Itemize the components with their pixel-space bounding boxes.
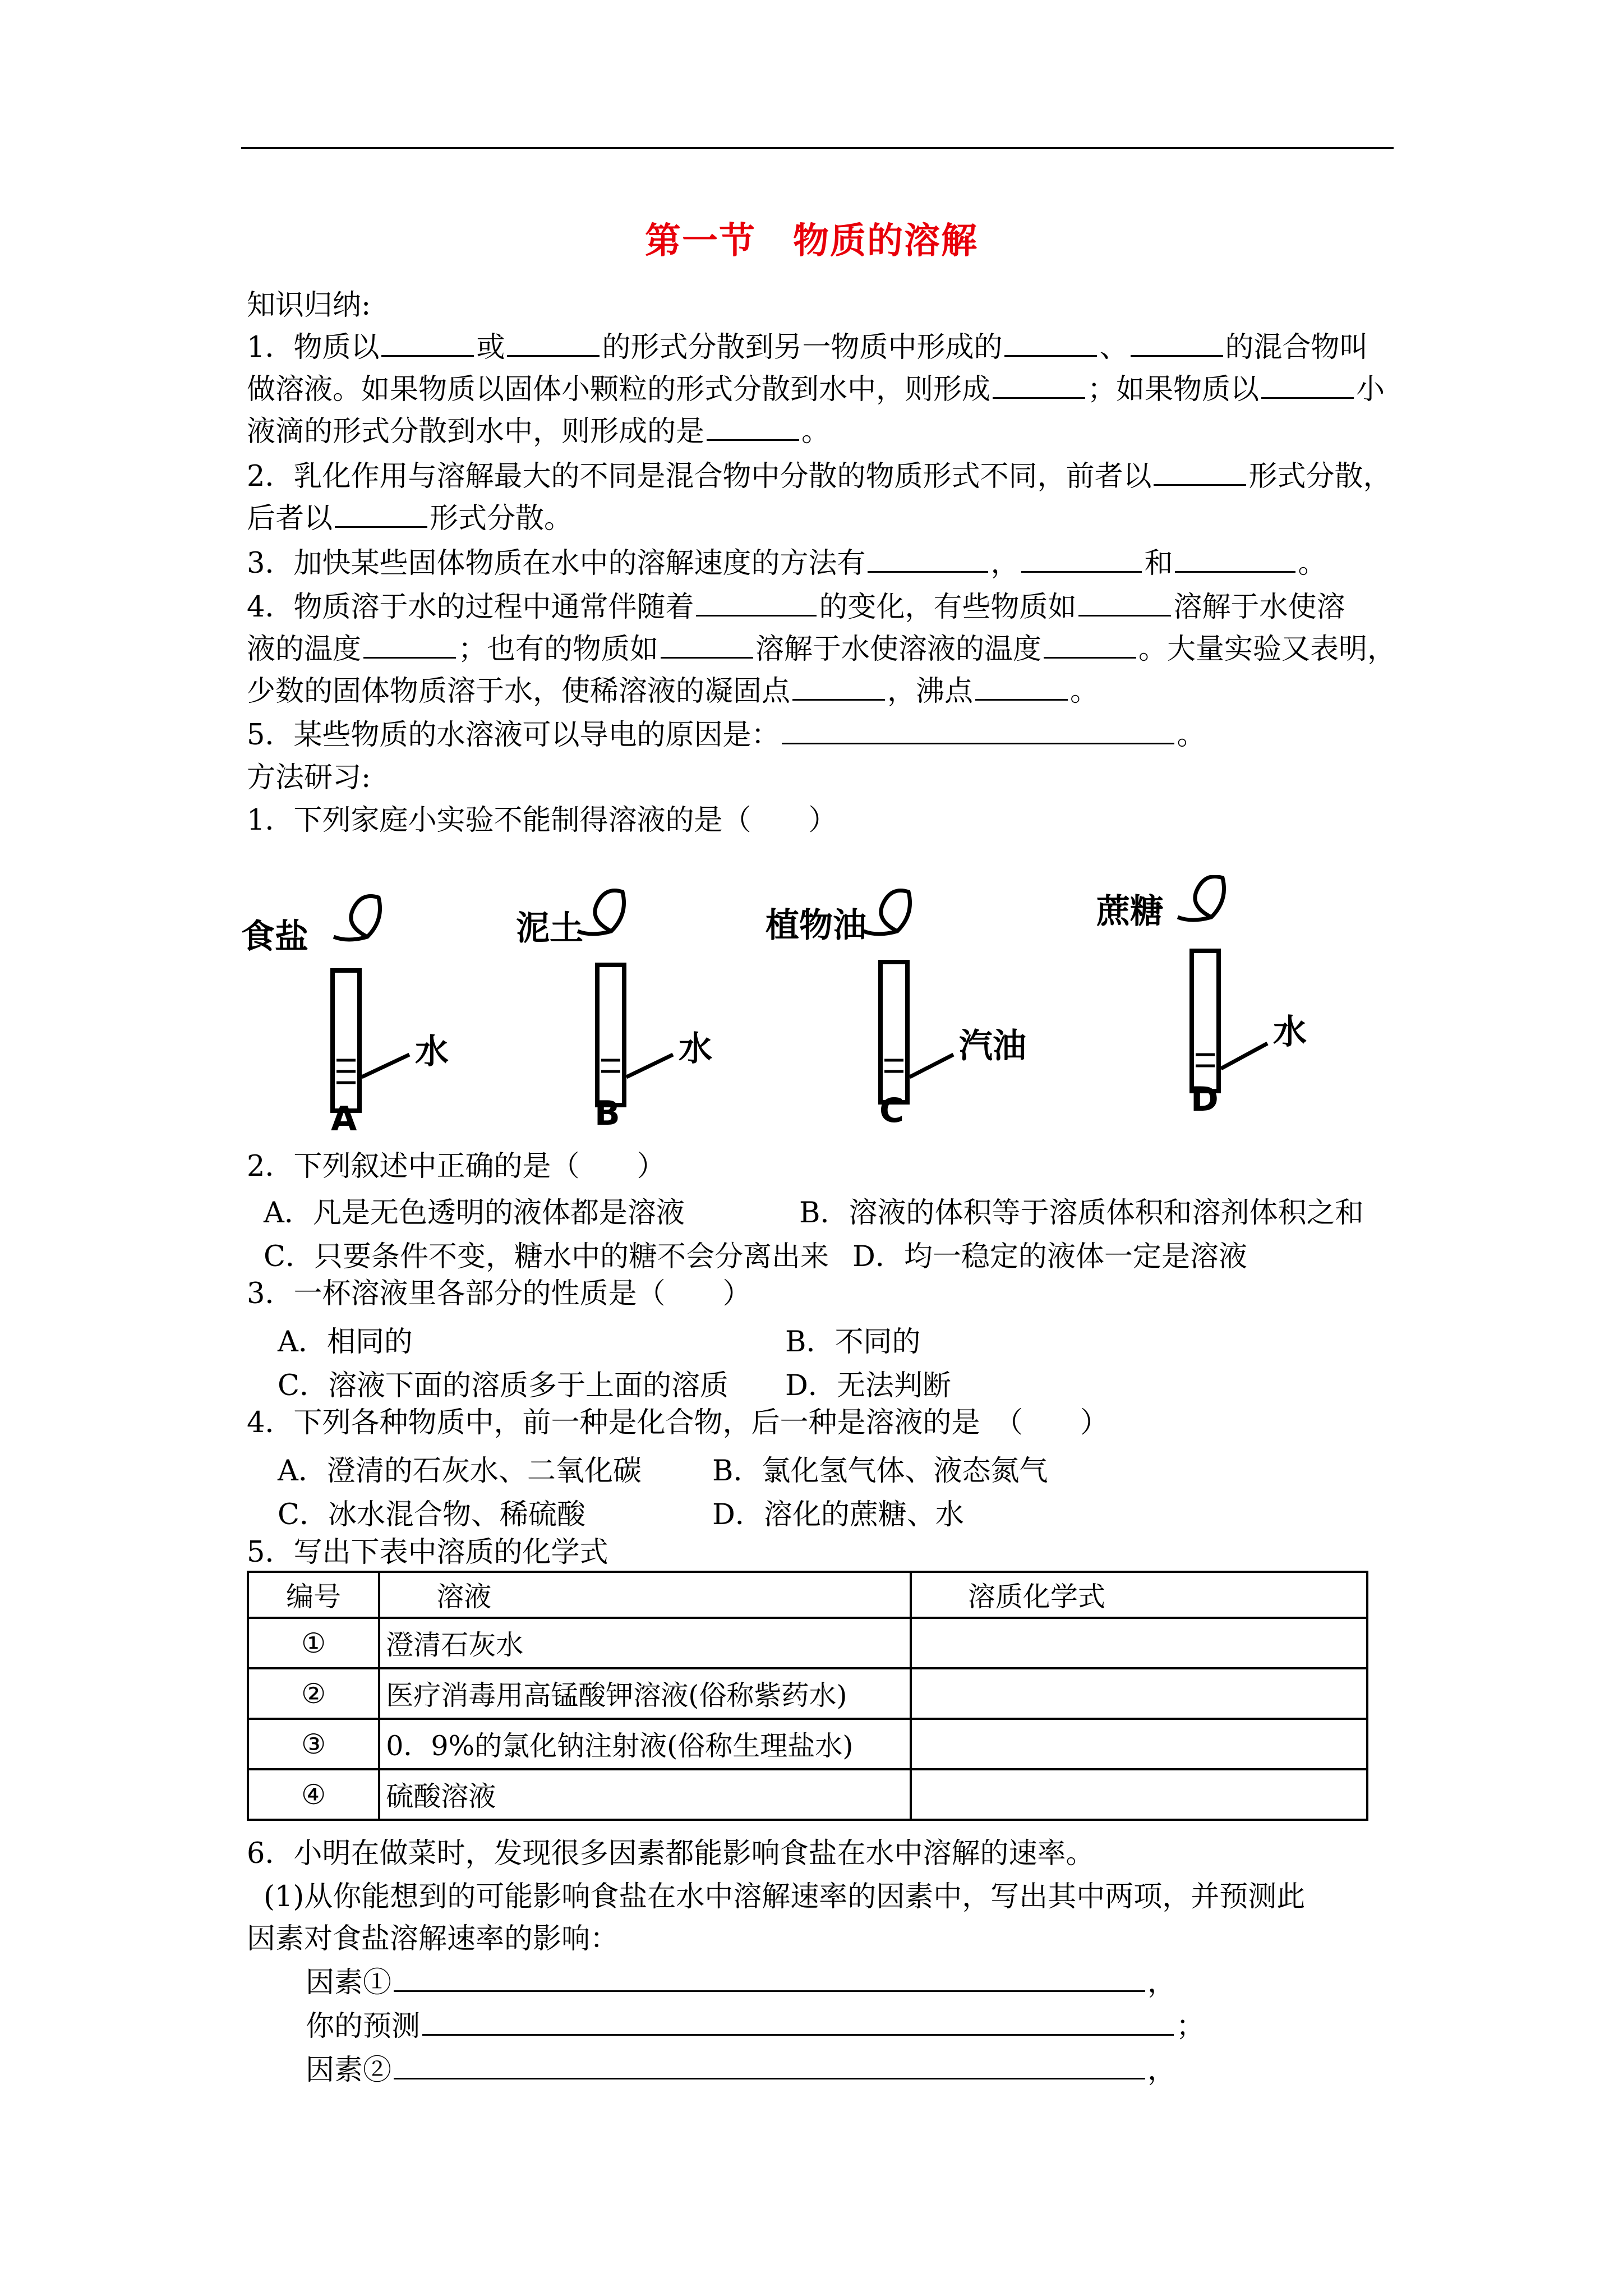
row-number: ② [248,1668,379,1719]
option-letter: A [331,1099,357,1133]
formula-answer-cell[interactable] [911,1618,1367,1668]
knowledge-q2-line2: 后者以 形式分散。 [247,502,573,535]
option-letter: D [1191,1080,1219,1119]
fill-blank[interactable] [335,501,427,528]
q4-option-a[interactable]: A．澄清的石灰水、二氧化碳 [278,1455,642,1488]
fill-blank[interactable] [661,632,753,659]
fill-blank[interactable] [993,372,1085,399]
formula-answer-cell[interactable] [911,1769,1367,1820]
spoon-icon [864,891,910,935]
knowledge-q1-line2: 做溶液。如果物质以固体小颗粒的形式分散到水中，则形成 ；如果物质以 小 [247,373,1385,406]
q3-option-d[interactable]: D．无法判断 [785,1369,951,1402]
fill-blank[interactable] [1004,330,1097,357]
test-tube-icon [333,970,359,1111]
formula-answer-cell[interactable] [911,1719,1367,1769]
fill-blank[interactable] [792,674,885,701]
knowledge-q4-line2: 液的温度 ；也有的物质如 溶解于水使溶液的温度 。大量实验又表明， [247,633,1396,666]
solution-name: 0．9%的氯化钠注射液(俗称生理盐水) [379,1719,911,1769]
row-number: ③ [248,1719,379,1769]
fill-blank[interactable] [1044,632,1136,659]
q2-option-b[interactable]: B．溶液的体积等于溶质体积和溶剂体积之和 [799,1197,1364,1230]
test-tube-icon [880,962,907,1102]
q4-option-c[interactable]: C．冰水混合物、稀硫酸 [278,1498,586,1531]
solute-table [247,1571,1368,1821]
methods-q6-sub1b: 因素对食盐溶解速率的影响： [247,1922,619,1955]
fill-blank[interactable] [975,674,1068,701]
factor-1-line: 因素① ， [306,1966,1177,1999]
table-row [248,1668,1367,1719]
knowledge-q4-line1: 4．物质溶于水的过程中通常伴随着 的变化，有些物质如 溶解于水使溶 [247,591,1345,624]
substance-label: 蔗糖 [1096,892,1164,931]
knowledge-q1-line1: 1．物质以 或 的形式分散到另一物质中形成的 、 的混合物叫 [247,331,1368,364]
table-row [248,1769,1367,1820]
row-number: ④ [248,1769,379,1820]
formula-answer-cell[interactable] [911,1668,1367,1719]
fill-blank[interactable] [696,590,817,616]
knowledge-q5: 5．某些物质的水溶液可以导电的原因是： 。 [247,719,1206,752]
page-title: 第一节 物质的溶解 [645,220,978,262]
test-tube-diagram [241,875,1419,1133]
substance-label: 食盐 [241,917,308,956]
q3-option-c[interactable]: C．溶液下面的溶质多于上面的溶质 [278,1369,729,1402]
row-number: ① [248,1618,379,1668]
fill-blank[interactable] [394,1966,1145,1992]
methods-q5-stem: 5．写出下表中溶质的化学式 [247,1536,608,1569]
fill-blank[interactable] [1261,372,1354,399]
test-tube-icon [597,965,624,1105]
spoon-icon [1178,877,1224,921]
q3-option-b[interactable]: B．不同的 [785,1326,921,1359]
tube-a [241,896,449,1134]
option-letter: C [879,1091,905,1130]
q2-option-a[interactable]: A．凡是无色透明的液体都是溶液 [264,1197,685,1230]
q3-option-a[interactable]: A．相同的 [278,1326,413,1359]
methods-q6-sub1: (1)从你能想到的可能影响食盐在水中溶解速率的因素中，写出其中两项，并预测此 [264,1880,1306,1913]
fill-blank[interactable] [782,718,1174,744]
q4-option-d[interactable]: D．溶化的蔗糖、水 [712,1498,964,1531]
knowledge-q1-line3: 液滴的形式分散到水中，则形成的是 。 [247,415,831,448]
fill-blank[interactable] [394,2053,1145,2079]
methods-q6-stem: 6．小明在做菜时，发现很多因素都能影响食盐在水中溶解的速率。 [247,1837,1095,1870]
liquid-label: 水 [679,1029,712,1069]
liquid-label: 汽油 [959,1027,1026,1066]
table-row [248,1719,1367,1769]
option-letter: B [594,1094,620,1133]
fill-blank[interactable] [1175,546,1295,573]
methods-q2-stem: 2．下列叙述中正确的是（ ） [247,1150,666,1183]
fill-blank[interactable] [422,2009,1174,2036]
table-header-row [248,1572,1367,1618]
factor-2-line: 因素② ， [306,2054,1177,2087]
section-heading-knowledge: 知识归纳: [247,289,371,322]
table-header-cell: 编号 [248,1572,379,1618]
spoon-icon [334,896,380,940]
solution-name: 澄清石灰水 [379,1618,911,1668]
fill-blank[interactable] [868,546,988,573]
tube-c [766,891,1026,1131]
q4-option-b[interactable]: B．氯化氢气体、液态氮气 [712,1455,1048,1488]
fill-blank[interactable] [1154,459,1246,486]
liquid-label: 水 [1273,1013,1307,1052]
fill-blank[interactable] [381,330,474,357]
prediction-line: 你的预测 ； [306,2010,1205,2043]
knowledge-q2-line1: 2．乳化作用与溶解最大的不同是混合物中分散的物质形式不同，前者以 形式分散， [247,460,1392,493]
knowledge-q4-line3: 少数的固体物质溶于水，使稀溶液的凝固点 ，沸点 。 [247,675,1099,708]
knowledge-q3: 3．加快某些固体物质在水中的溶解速度的方法有 ， 和 。 [247,547,1327,580]
methods-q3-stem: 3．一杯溶液里各部分的性质是（ ） [247,1277,751,1310]
test-tube-icon [1192,951,1219,1091]
table-header-cell: 溶液 [379,1572,911,1618]
table-row [248,1618,1367,1668]
fill-blank[interactable] [507,330,600,357]
tube-b [516,891,712,1134]
tube-d [1096,877,1307,1120]
substance-label: 植物油 [766,906,866,945]
solution-name: 硫酸溶液 [379,1769,911,1820]
fill-blank[interactable] [363,632,456,659]
q2-option-d[interactable]: D．均一稳定的液体一定是溶液 [852,1240,1247,1273]
fill-blank[interactable] [1131,330,1223,357]
q2-option-c[interactable]: C．只要条件不变，糖水中的糖不会分离出来 [264,1240,829,1273]
header-rule [241,147,1394,149]
section-heading-methods: 方法研习: [247,761,371,794]
liquid-label: 水 [415,1032,449,1071]
fill-blank[interactable] [1078,590,1171,616]
solution-name: 医疗消毒用高锰酸钾溶液(俗称紫药水) [379,1668,911,1719]
substance-label: 泥土 [516,909,583,948]
test-tube-figure [241,875,1419,1133]
table-header-cell: 溶质化学式 [911,1572,1367,1618]
methods-q4-stem: 4．下列各种物质中，前一种是化合物，后一种是溶液的是 （ ） [247,1406,1109,1439]
fill-blank[interactable] [1021,546,1142,573]
spoon-icon [578,891,624,935]
methods-q1: 1．下列家庭小实验不能制得溶液的是（ ） [247,804,837,837]
fill-blank[interactable] [707,415,799,441]
